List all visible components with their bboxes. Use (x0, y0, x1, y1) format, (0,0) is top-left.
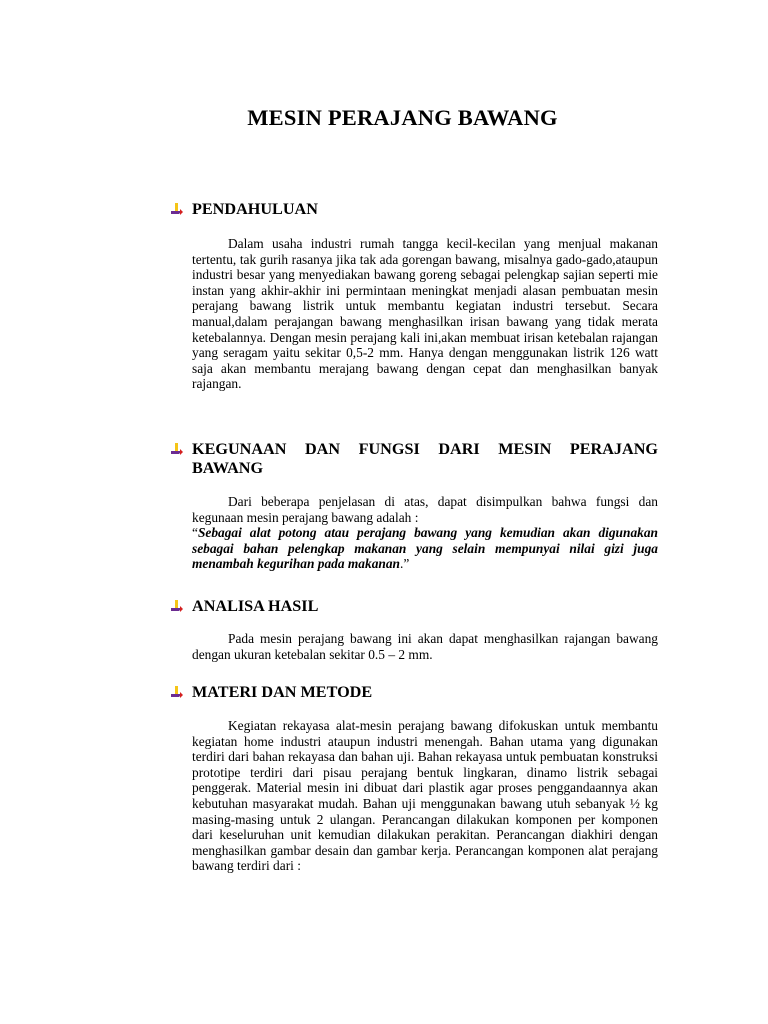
section-paragraph: Dalam usaha industri rumah tangga kecil-kecilan yang menjual makanan tertentu, tak gurih rasanya jika tak ada gorengan bawang, misalnya gado-gado,ataupun industri besar yang menyediakan bawang goreng sebagai pelengkap sajian seperti mie instan yang akhir-akhir ini permintaan meningkat menjadi alasan pembuatan mesin perajang bawang listrik untuk membantu kegiatan industri tersebut. Secara manual,dalam perajangan bawang menghasilkan irisan bawang yang tidak merata ketebalannya. Dengan mesin perajang kali ini,akan membuat irisan ketebalan rajangan yang seragam yaitu sekitar 0,5-2 mm. Hanya dengan menggunakan listrik 126 watt saja akan membantu merajang bawang dengan cepat dan menghasilkan banyak rajangan. (192, 236, 658, 392)
section-paragraph: Kegiatan rekayasa alat-mesin perajang bawang difokuskan untuk membantu kegiatan home industri ataupun industri menengah. Bahan utama yang digunakan terdiri dari bahan rekayasa dan bahan uji. Bahan rekayasa untuk pembuatan konstruksi prototipe terdiri dari pisau perajang bentuk lingkaran, dinamo listrik sebagai penggerak. Material mesin ini dibuat dari plastik agar proses penggandaannya akan kebutuhan masyarakat mudah. Bahan uji menggunakan bawang utuh sebanyak ½ kg masing-masing untuk 2 ulangan. Perancangan dilakukan komponen per komponen dari keseluruhan unit kemudian dilakukan perakitan. Perancangan diakhiri dengan menghasilkan gambar desain dan gambar kerja. Perancangan komponen alat perajang bawang terdiri dari : (192, 718, 658, 874)
arrow-bullet-icon (170, 442, 184, 456)
arrow-bullet-icon (170, 685, 184, 699)
arrow-bullet-icon (170, 599, 184, 613)
section-analisa-hasil (168, 597, 658, 662)
section-heading: ANALISA HASIL (168, 597, 658, 616)
section-materi-metode (168, 683, 658, 874)
section-heading: KEGUNAAN DAN FUNGSI DARI MESIN PERAJANG BAWANG (168, 440, 658, 478)
section-paragraph: Dari beberapa penjelasan di atas, dapat disimpulkan bahwa fungsi dan kegunaan mesin perajang bawang adalah : (192, 494, 658, 525)
section-heading: MATERI DAN METODE (168, 683, 658, 702)
arrow-bullet-icon (170, 202, 184, 216)
section-heading: PENDAHULUAN (168, 200, 658, 219)
section-pendahuluan (168, 200, 658, 392)
section-kegunaan (168, 440, 658, 572)
section-quote: “Sebagai alat potong atau perajang bawang yang kemudian akan digunakan sebagai bahan pelengkap makanan yang selain mempunyai nilai gizi juga menambah kegurihan pada makanan.” (192, 525, 658, 572)
document-title: MESIN PERAJANG BAWANG (247, 105, 558, 130)
section-paragraph: Pada mesin perajang bawang ini akan dapat menghasilkan rajangan bawang dengan ukuran ketebalan sekitar 0.5 – 2 mm. (192, 631, 658, 662)
